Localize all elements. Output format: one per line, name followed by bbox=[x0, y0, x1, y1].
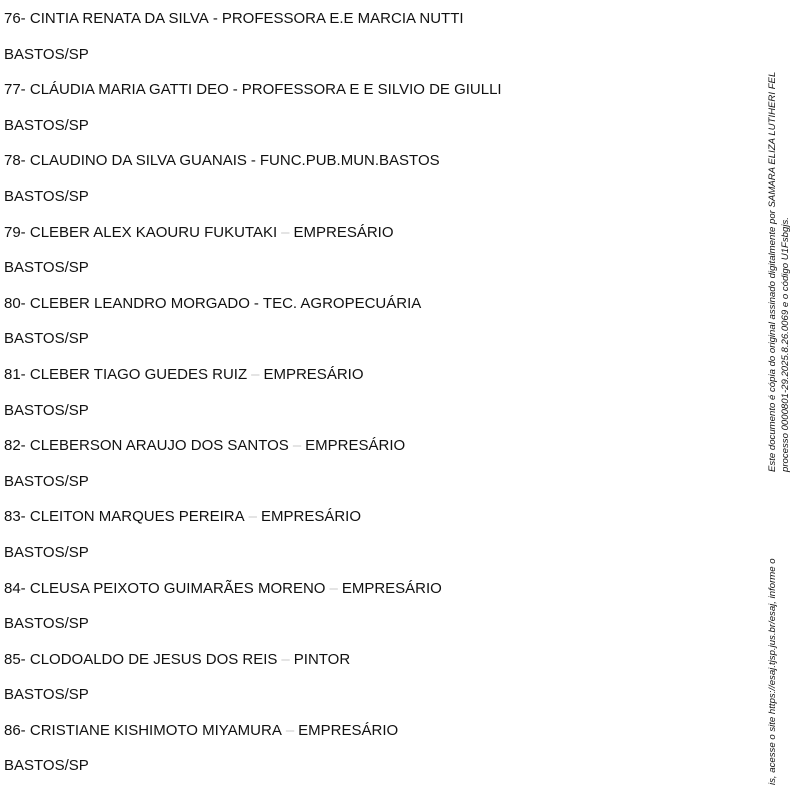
entry-number: 78- bbox=[4, 152, 26, 170]
list-item bbox=[4, 364, 744, 435]
entry-separator: – bbox=[292, 437, 302, 455]
entry-location: BASTOS/SP bbox=[4, 615, 89, 633]
entry-number: 80- bbox=[4, 294, 26, 312]
entry-separator: - bbox=[253, 294, 259, 312]
entry-name: CLODOALDO DE JESUS DOS REIS bbox=[29, 650, 278, 668]
entry-title-line bbox=[4, 8, 744, 44]
entry-occupation: PROFESSORA E.E MARCIA NUTTI bbox=[221, 10, 464, 27]
list-item bbox=[4, 222, 744, 293]
entry-location: BASTOS/SP bbox=[4, 45, 89, 63]
entry-location: BASTOS/SP bbox=[4, 686, 89, 704]
entry-name: CRISTIANE KISHIMOTO MIYAMURA bbox=[29, 721, 282, 739]
list-item bbox=[4, 435, 744, 506]
nominee-list bbox=[4, 8, 744, 791]
entry-location: BASTOS/SP bbox=[4, 401, 89, 419]
entry-title-line bbox=[4, 649, 744, 685]
entry-occupation: EMPRESÁRIO bbox=[341, 579, 442, 597]
entry-separator: - bbox=[232, 81, 238, 99]
entry-name: CLEBER TIAGO GUEDES RUIZ bbox=[29, 365, 248, 383]
entry-number: 81- bbox=[4, 365, 26, 383]
entry-name: CLEUSA PEIXOTO GUIMARÃES MORENO bbox=[29, 579, 326, 597]
entry-separator: – bbox=[281, 650, 290, 668]
entry-name: CLEBERSON ARAUJO DOS SANTOS bbox=[29, 437, 289, 455]
entry-separator: - bbox=[250, 152, 256, 170]
entry-separator: - bbox=[212, 10, 218, 27]
list-item bbox=[4, 649, 744, 720]
entry-separator: – bbox=[329, 579, 338, 597]
entry-number: 83- bbox=[4, 508, 26, 526]
entry-separator: – bbox=[285, 721, 295, 739]
entry-number: 86- bbox=[4, 721, 26, 739]
entry-location: BASTOS/SP bbox=[4, 757, 89, 775]
entry-occupation: EMPRESÁRIO bbox=[260, 508, 362, 526]
entry-name: CLAUDINO DA SILVA GUANAIS bbox=[29, 152, 247, 170]
list-item bbox=[4, 8, 744, 79]
entry-title-line bbox=[4, 222, 744, 258]
list-item bbox=[4, 578, 744, 649]
entry-occupation: PROFESSORA E E SILVIO DE GIULLI bbox=[241, 81, 502, 99]
entry-separator: – bbox=[248, 508, 257, 526]
entry-separator: – bbox=[281, 223, 290, 241]
signature-note-line-2: processo 0000801-29.2025.8.26.0069 e o código U1Fsbgjs. bbox=[780, 217, 791, 472]
entry-number: 77- bbox=[4, 81, 26, 99]
signature-note-line-3: is, acesse o site https://esaj.tjsp.jus.br/esaj, informe o bbox=[767, 558, 778, 785]
entry-number: 85- bbox=[4, 650, 26, 668]
entry-location: BASTOS/SP bbox=[4, 330, 89, 348]
signature-note-line-1: Este documento é cópia do original assinado digitalmente por SAMARA ELIZA LUTIHERI FEL bbox=[767, 71, 778, 472]
entry-location: BASTOS/SP bbox=[4, 543, 89, 561]
entry-title-line bbox=[4, 79, 744, 115]
entry-number: 76- bbox=[4, 10, 26, 27]
list-item bbox=[4, 293, 744, 364]
list-item bbox=[4, 150, 744, 221]
entry-title-line bbox=[4, 150, 744, 186]
entry-name: CLEITON MARQUES PEREIRA bbox=[29, 508, 245, 526]
entry-name: CINTIA RENATA DA SILVA bbox=[29, 10, 209, 27]
entry-occupation: FUNC.PUB.MUN.BASTOS bbox=[259, 152, 440, 170]
entry-occupation: EMPRESÁRIO bbox=[305, 437, 406, 455]
list-item bbox=[4, 79, 744, 150]
entry-occupation: EMPRESÁRIO bbox=[263, 365, 364, 383]
entry-title-line bbox=[4, 293, 744, 329]
entry-location: BASTOS/SP bbox=[4, 472, 89, 490]
entry-name: CLÁUDIA MARIA GATTI DEO bbox=[29, 81, 229, 99]
list-item bbox=[4, 506, 744, 577]
entry-title-line bbox=[4, 720, 744, 756]
entry-name: CLEBER ALEX KAOURU FUKUTAKI bbox=[29, 223, 278, 241]
verification-site-note bbox=[767, 0, 787, 785]
list-item bbox=[4, 720, 744, 791]
entry-number: 82- bbox=[4, 437, 26, 455]
entry-title-line bbox=[4, 578, 744, 614]
entry-location: BASTOS/SP bbox=[4, 187, 89, 205]
entry-name: CLEBER LEANDRO MORGADO bbox=[29, 294, 250, 312]
entry-title-line bbox=[4, 435, 744, 471]
entry-occupation: EMPRESÁRIO bbox=[293, 223, 394, 241]
entry-title-line bbox=[4, 364, 744, 400]
entry-location: BASTOS/SP bbox=[4, 116, 89, 134]
entry-occupation: PINTOR bbox=[293, 650, 351, 668]
entry-number: 79- bbox=[4, 223, 26, 241]
entry-location: BASTOS/SP bbox=[4, 259, 89, 277]
entry-occupation: EMPRESÁRIO bbox=[298, 721, 399, 739]
entry-number: 84- bbox=[4, 579, 26, 597]
entry-occupation: TEC. AGROPECUÁRIA bbox=[262, 294, 422, 312]
entry-separator: – bbox=[251, 365, 260, 383]
entry-title-line bbox=[4, 506, 744, 542]
